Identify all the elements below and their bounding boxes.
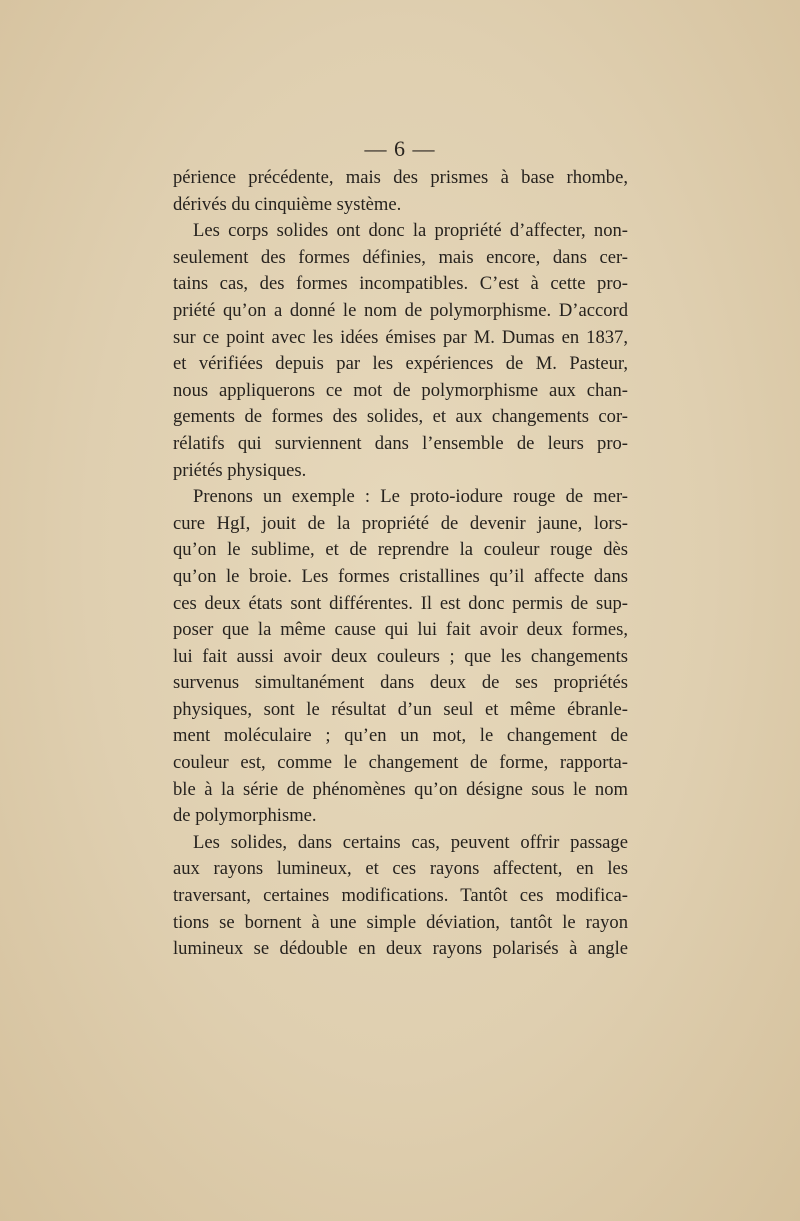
text-line: ble à la série de phénomènes qu’on désigne sous le nom [173,778,628,800]
text-line: cure HgI, jouit de la propriété de devenir jaune, lors- [173,512,628,534]
text-line: Les corps solides ont donc la propriété d’affecter, non- [193,220,628,242]
text-line: lui fait aussi avoir deux couleurs ; que les changements [173,645,628,667]
text-line: lumineux se dédouble en deux rayons polarisés à angle [173,938,628,960]
text-line: traversant, certaines modifications. Tantôt ces modifica- [173,885,628,907]
body-text [173,165,628,963]
text-line: priétés physiques. [173,459,307,481]
text-line: périence précédente, mais des prismes à base rhombe, [173,167,628,188]
text-line: tions se bornent à une simple déviation, tantôt le rayon [173,911,628,933]
text-line: ces deux états sont différentes. Il est donc permis de sup- [173,592,628,614]
text-line: dérivés du cinquième système. [173,193,402,215]
text-line: et vérifiées depuis par les expériences de M. Pasteur, [173,353,628,375]
text-line: sur ce point avec les idées émises par M. Dumas en 1837, [173,326,628,348]
text-line: physiques, sont le résultat d’un seul et même ébranle- [173,698,628,720]
text-line: couleur est, comme le changement de forme, rapporta- [173,752,628,774]
text-line: Les solides, dans certains cas, peuvent offrir passage [193,831,628,853]
text-line: qu’on le sublime, et de reprendre la couleur rouge dès [173,539,628,561]
text-line: gements de formes des solides, et aux changements cor- [173,406,628,428]
text-line: tains cas, des formes incompatibles. C’est à cette pro- [173,273,628,295]
text-line: nous appliquerons ce mot de polymorphisme aux chan- [173,379,628,401]
text-line: priété qu’on a donné le nom de polymorphisme. D’accord [173,299,628,321]
text-line: survenus simultanément dans deux de ses propriétés [173,672,628,694]
text-line: aux rayons lumineux, et ces rayons affectent, en les [173,858,628,880]
text-line: Prenons un exemple : Le proto-iodure rouge de mer- [193,486,628,508]
text-line: ment moléculaire ; qu’en un mot, le changement de [173,725,628,747]
text-line: seulement des formes définies, mais encore, dans cer- [173,246,628,268]
text-line: de polymorphisme. [173,805,317,827]
text-line: poser que la même cause qui lui fait avoir deux formes, [173,619,628,641]
page-number: — 6 — [364,136,436,161]
text-line: rélatifs qui surviennent dans l’ensemble de leurs pro- [173,432,628,454]
text-line: qu’on le broie. Les formes cristallines qu’il affecte dans [173,565,628,587]
